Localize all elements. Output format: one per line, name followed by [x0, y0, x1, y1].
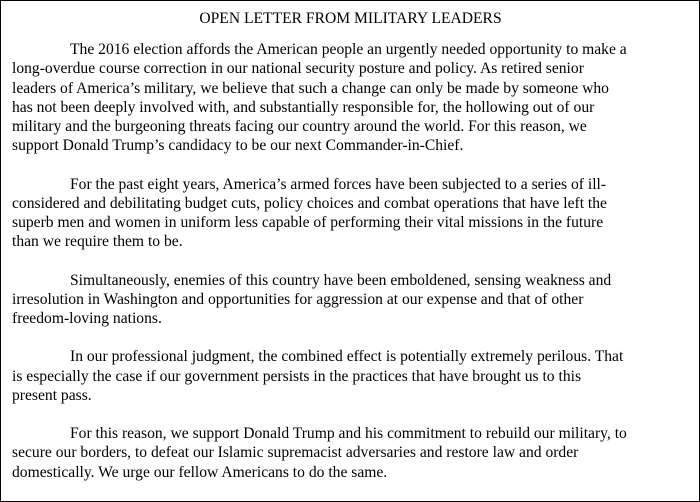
text-line: present pass. [12, 386, 92, 404]
text-line: The 2016 election affords the American people an urgently needed opportunity to make a [70, 41, 627, 59]
text-line: In our professional judgment, the combined effect is potentially extremely perilous. That [70, 348, 624, 366]
text-line: superb men and women in uniform less capable of performing their vital missions in the future [12, 214, 604, 232]
text-line: For this reason, we support Donald Trump and his commitment to rebuild our military, to [70, 425, 627, 443]
text-line: Simultaneously, enemies of this country have been emboldened, sensing weakness and [70, 271, 612, 289]
text-line: is especially the case if our government persists in the practices that have brought us to this [12, 367, 582, 385]
letter-title: OPEN LETTER FROM MILITARY LEADERS [199, 10, 502, 27]
paragraph-3 [12, 271, 689, 329]
text-line: leaders of America’s military, we believe that such a change can only be made by someone who [12, 79, 609, 97]
text-line: freedom-loving nations. [12, 310, 162, 328]
text-line: considered and debilitating budget cuts, policy choices and combat operations that have left the [12, 194, 607, 212]
text-line: than we require them to be. [12, 233, 183, 251]
text-line: has not been deeply involved with, and substantially responsible for, the hollowing out of our [12, 98, 595, 116]
text-line: support Donald Trump’s candidacy to be our next Commander-in-Chief. [12, 137, 464, 155]
text-line: long-overdue course correction in our national security posture and policy. As retired senior [12, 60, 584, 78]
paragraph-4 [12, 347, 689, 405]
text-line: For the past eight years, America’s armed forces have been subjected to a series of ill- [70, 175, 607, 193]
text-line: military and the burgeoning threats facing our country around the world. For this reason, we [12, 118, 587, 136]
paragraph-1 [12, 40, 689, 155]
text-line: domestically. We urge our fellow Americans to do the same. [12, 463, 388, 481]
text-line: irresolution in Washington and opportunities for aggression at our expense and that of other [12, 290, 584, 308]
paragraph-2 [12, 175, 689, 252]
paragraph-5 [12, 424, 689, 482]
text-line: secure our borders, to defeat our Islamic supremacist adversaries and restore law and order [12, 444, 579, 462]
